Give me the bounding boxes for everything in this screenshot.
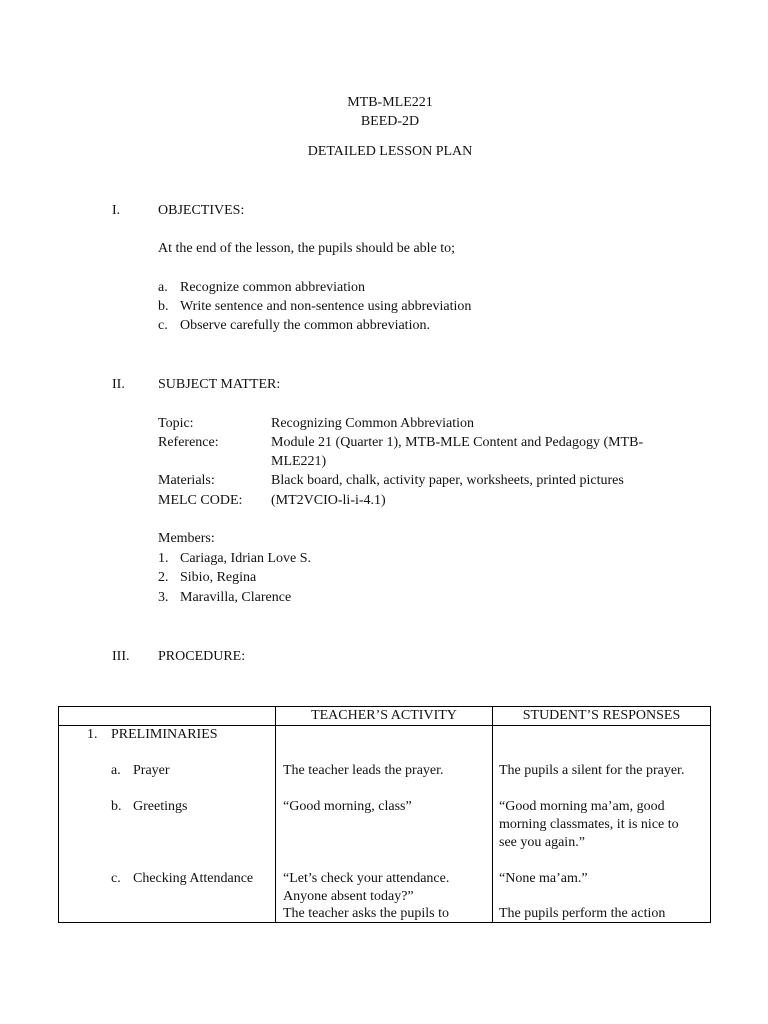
student-prayer-text: The pupils a silent for the prayer.: [499, 763, 685, 778]
teacher-attendance-line1: “Let’s check your attendance.: [283, 871, 450, 886]
student-attendance-line2: The pupils perform the action: [499, 906, 666, 921]
step-label-greetings: Greetings: [133, 799, 188, 814]
document-title: DETAILED LESSON PLAN: [307, 144, 473, 159]
member-name: Cariaga, Idrian Love S.: [180, 551, 312, 566]
objective-item: Write sentence and non-sentence using abbreviation: [180, 299, 472, 314]
procedure-numeral: III.: [112, 649, 130, 664]
teacher-attendance-line3: The teacher asks the pupils to: [283, 906, 450, 921]
member-marker: 2.: [158, 570, 169, 585]
table-header-row: [59, 707, 711, 726]
member-marker: 1.: [158, 551, 169, 566]
subject-matter-numeral: II.: [112, 377, 125, 392]
materials-value: Black board, chalk, activity paper, worksheets, printed pictures: [271, 473, 624, 488]
reference-value-line2: MLE221): [271, 454, 327, 469]
objectives-heading: OBJECTIVES:: [158, 203, 245, 218]
student-responses-header: STUDENT’S RESPONSES: [493, 707, 711, 726]
student-responses-cell: [493, 726, 711, 923]
student-greetings-line1: “Good morning ma’am, good: [499, 799, 665, 814]
member-marker: 3.: [158, 590, 169, 605]
table-row: [59, 726, 711, 923]
student-attendance-line1: “None ma’am.”: [499, 871, 588, 886]
teacher-greetings-text: “Good morning, class”: [283, 799, 412, 814]
student-greetings-line3: see you again.”: [499, 835, 585, 850]
topic-value: Recognizing Common Abbreviation: [271, 416, 474, 431]
step-label-checking-attendance: Checking Attendance: [133, 871, 254, 886]
section-title: PRELIMINARIES: [111, 727, 218, 742]
teacher-prayer-text: The teacher leads the prayer.: [283, 763, 444, 778]
reference-value-line1: Module 21 (Quarter 1), MTB-MLE Content and Pedagogy (MTB-: [271, 435, 644, 450]
materials-label: Materials:: [158, 473, 215, 488]
step-marker: b.: [111, 799, 122, 814]
teacher-activity-cell: [276, 726, 493, 923]
section-label: BEED-2D: [360, 114, 420, 129]
objective-marker: b.: [158, 299, 169, 314]
student-greetings-line2: morning classmates, it is nice to: [499, 817, 679, 832]
objectives-intro: At the end of the lesson, the pupils should be able to;: [158, 241, 456, 256]
teacher-activity-header: TEACHER’S ACTIVITY: [276, 707, 493, 726]
objective-marker: c.: [158, 318, 168, 333]
member-name: Maravilla, Clarence: [180, 590, 292, 605]
step-label-prayer: Prayer: [133, 763, 170, 778]
subject-matter-heading: SUBJECT MATTER:: [158, 377, 281, 392]
step-marker: a.: [111, 763, 121, 778]
teacher-attendance-line2: Anyone absent today?”: [283, 889, 414, 904]
procedure-heading: PROCEDURE:: [158, 649, 246, 664]
step-column-cell: [59, 726, 276, 923]
procedure-table: [58, 706, 711, 923]
section-marker: 1.: [87, 727, 98, 742]
topic-label: Topic:: [158, 416, 194, 431]
table-header-empty-cell: [59, 707, 276, 726]
objective-marker: a.: [158, 280, 168, 295]
objective-item: Observe carefully the common abbreviation.: [180, 318, 430, 333]
step-marker: c.: [111, 871, 121, 886]
course-code: MTB-MLE221: [347, 95, 433, 110]
melc-code-label: MELC CODE:: [158, 493, 243, 508]
objectives-numeral: I.: [112, 203, 121, 218]
objective-item: Recognize common abbreviation: [180, 280, 366, 295]
member-name: Sibio, Regina: [180, 570, 257, 585]
members-label: Members:: [158, 531, 215, 546]
melc-code-value: (MT2VCIO-li-i-4.1): [271, 493, 386, 508]
reference-label: Reference:: [158, 435, 219, 450]
